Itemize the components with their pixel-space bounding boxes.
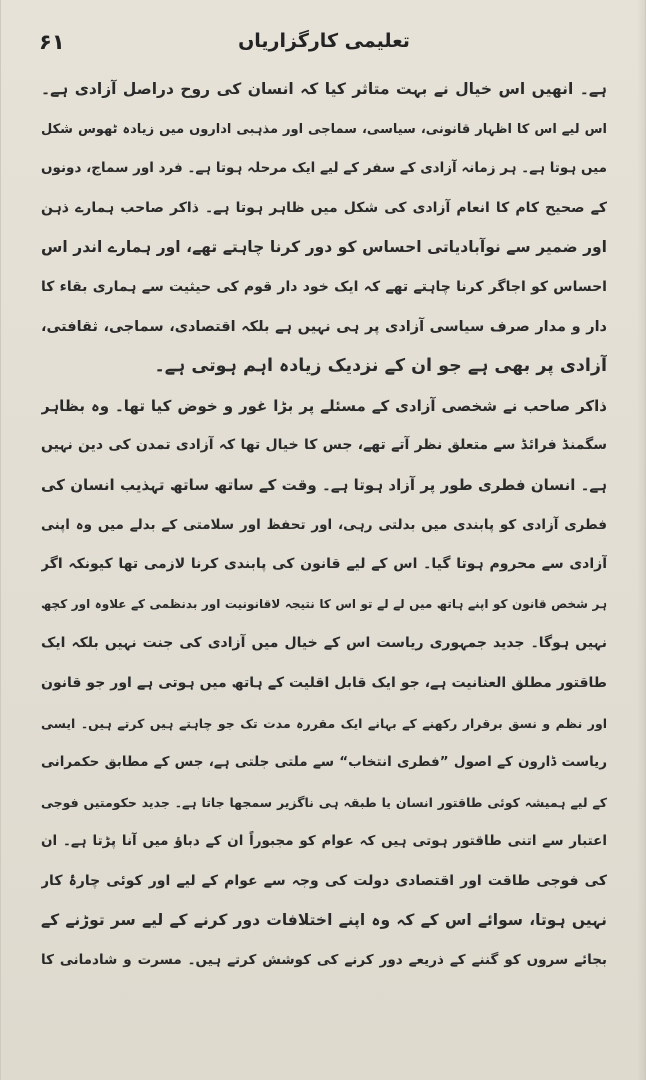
text-line: ذاکر صاحب نے شخصی آزادی کے مسئلے پر بڑا غور و خوض کیا تھا۔ وہ بظاہر xyxy=(41,396,607,415)
text-line: ہر شخص قانون کو اپنے ہاتھ میں لے لے تو اس کا نتیجہ لاقانونیت اور بدنظمی کے علاوہ اور کچھ xyxy=(41,596,607,611)
text-line: فطری آزادی کو پابندی میں بدلتی رہی، اور تحفظ اور سلامتی کے بدلے میں وہ اپنی xyxy=(41,516,607,533)
text-line: آزادی سے محروم ہوتا گیا۔ اس کے لیے قانون کی پابندی کرنا لازمی تھا کیونکہ اگر xyxy=(41,556,607,573)
text-line: اور نظم و نسق برقرار رکھنے کے بہانے ایک مقررہ مدت تک جو چاہتے ہیں کرتے ہیں۔ ایسی xyxy=(41,715,607,731)
body-text xyxy=(41,70,607,1050)
page-header xyxy=(1,22,646,64)
text-line: نہیں ہوگا۔ جدید جمہوری ریاست اس کے خیال میں آزادی کی جنت نہیں بلکہ ایک xyxy=(41,635,607,652)
text-line: دار و مدار صرف سیاسی آزادی پر ہی نہیں ہے بلکہ اقتصادی، سماجی، ثقافتی، xyxy=(41,318,607,335)
text-line: ہے۔ انسان فطری طور پر آزاد ہوتا ہے۔ وقت کے ساتھ ساتھ تہذیب انسان کی xyxy=(41,475,607,494)
text-line: میں ہوتا ہے۔ ہر زمانہ آزادی کے سفر کے لیے ایک مرحلہ ہوتا ہے۔ فرد اور سماج، دونوں xyxy=(41,160,607,177)
text-line: سگمنڈ فرائڈ سے متعلق نظر آتے تھے، جس کا خیال تھا کہ آزادی تمدن کی دین نہیں xyxy=(41,437,607,454)
text-line: اعتبار سے اتنی طاقتور ہوتی ہیں کہ عوام کو مجبوراً ان کے دباؤ میں آنا پڑتا ہے۔ ان xyxy=(41,833,607,850)
text-line: ریاست ڈارون کے اصول ”فطری انتخاب“ سے ملتی جلتی ہے، جس کے مطابق حکمرانی xyxy=(41,754,607,771)
page-number: ۶۱ xyxy=(39,30,65,54)
text-line: کی فوجی طاقت اور اقتصادی دولت کی وجہ سے عوام کے لیے اور کوئی چارۂ کار xyxy=(41,872,607,889)
text-line: آزادی پر بھی ہے جو ان کے نزدیک زیادہ اہم ہوتی ہے۔ xyxy=(154,356,607,377)
text-line: طاقتور مطلق العنانیت ہے، جو ایک قابل اقلیت کے ہاتھ میں ہوتی ہے اور جو قانون xyxy=(41,674,607,691)
text-line: ہے۔ انھیں اس خیال نے بہت متاثر کیا کہ انسان کی روح دراصل آزادی ہے۔ xyxy=(41,80,607,98)
text-line: کے لیے ہمیشہ کوئی طاقتور انسان یا طبقہ ہی ناگزیر سمجھا جاتا ہے۔ جدید حکومتیں فوجی xyxy=(41,794,607,810)
text-line: اور ضمیر سے نوآبادیاتی احساس کو دور کرنا چاہتے تھے، اور ہمارے اندر اس xyxy=(41,238,607,257)
text-line: اس لیے اس کا اظہار قانونی، سیاسی، سماجی اور مذہبی اداروں میں زیادہ ٹھوس شکل xyxy=(41,121,607,137)
text-line: بجائے سروں کو گننے کے ذریعے دور کرنے کی کوشش کرتے ہیں۔ مسرت و شادمانی کا xyxy=(41,952,607,969)
text-line: نہیں ہوتا، سوائے اس کے کہ وہ اپنے اختلافات دور کرنے کے لیے سر توڑنے کے xyxy=(41,911,607,930)
text-line: احساس کو اجاگر کرنا چاہتے تھے کہ ایک خود دار قوم کی حیثیت سے ہماری بقاء کا xyxy=(41,278,607,295)
running-title: تعلیمی کارگزاریاں xyxy=(238,30,410,52)
page-edge-shadow xyxy=(637,0,645,1080)
text-line: کے صحیح کام کا انعام آزادی کی شکل میں ظاہر ہوتا ہے۔ ذاکر صاحب ہمارے ذہن xyxy=(41,199,607,216)
